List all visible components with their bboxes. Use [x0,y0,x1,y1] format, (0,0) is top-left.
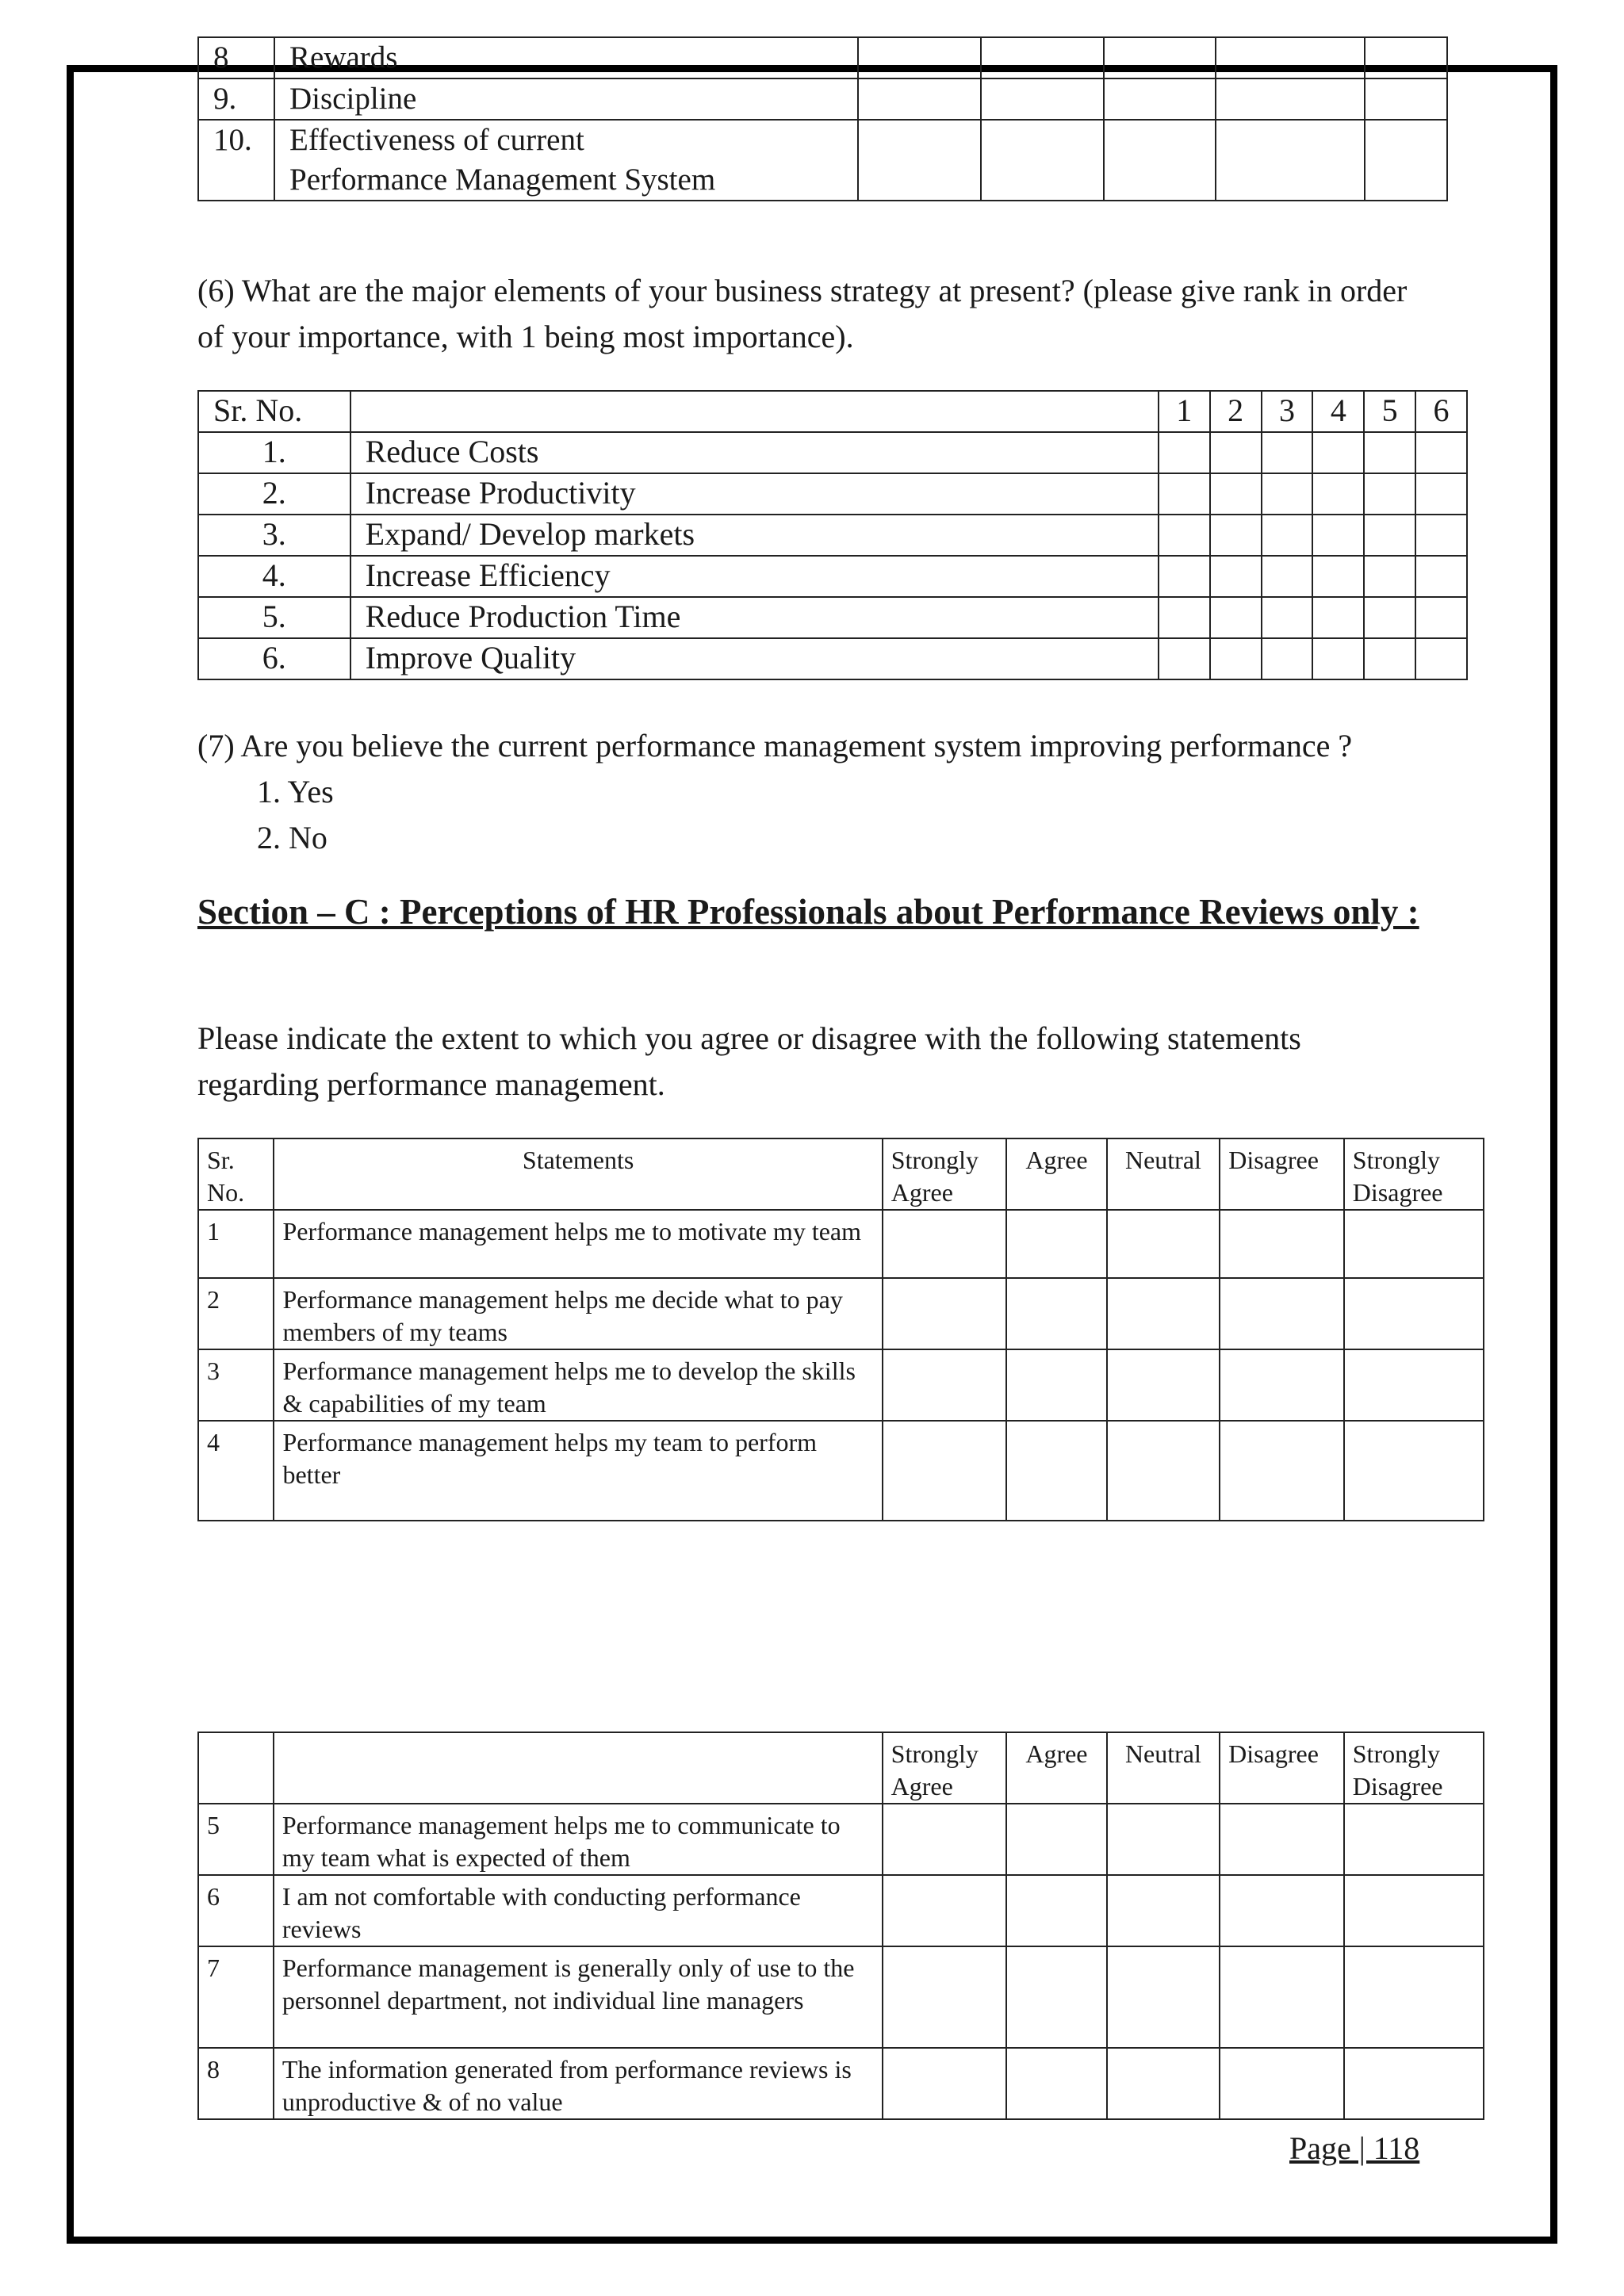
rank-cell[interactable] [1262,473,1313,515]
rank-cell[interactable] [1364,638,1415,679]
response-cell[interactable] [1006,1210,1106,1278]
option-no[interactable]: 2. No [257,820,327,855]
item-number: 1. [198,432,350,473]
row-label: Rewards [274,37,858,78]
response-cell[interactable] [883,2048,1007,2119]
item-name: Reduce Production Time [350,597,1159,638]
statement-number: 3 [198,1349,274,1421]
rank-cell[interactable] [1364,597,1415,638]
table-row [198,515,1467,556]
table-header-row [198,1138,1484,1210]
header-sr-no: Sr. No. [198,391,350,432]
rank-cell[interactable] [1262,432,1313,473]
statement-number: 6 [198,1875,274,1946]
rank-cell[interactable] [1312,432,1364,473]
table-row [198,1804,1484,1875]
response-cell[interactable] [1220,1875,1344,1946]
table-row [198,1210,1484,1278]
rank-cell[interactable] [1210,432,1262,473]
statement-number: 5 [198,1804,274,1875]
response-cell[interactable] [1006,1349,1106,1421]
response-cell[interactable] [1006,1278,1106,1349]
response-cell[interactable] [883,1946,1007,2048]
response-cell[interactable] [883,1278,1007,1349]
rank-cell[interactable] [1312,638,1364,679]
header-blank [198,1732,274,1804]
header-blank [274,1732,883,1804]
rank-cell[interactable] [1210,515,1262,556]
response-cell[interactable] [1220,1804,1344,1875]
table-row [198,1946,1484,2048]
item-name: Expand/ Develop markets [350,515,1159,556]
perception-table-part2 [197,1732,1484,2120]
statement-number: 1 [198,1210,274,1278]
statement-text: Performance management helps me to motivate my team [274,1210,882,1278]
rating-cell[interactable] [1365,78,1447,120]
item-number: 2. [198,473,350,515]
rating-cell[interactable] [1216,120,1365,201]
response-cell[interactable] [1220,1349,1344,1421]
header-rank: 1 [1159,391,1210,432]
response-cell[interactable] [1107,1875,1220,1946]
row-number: 9. [198,78,274,120]
rating-cell[interactable] [1104,37,1216,78]
item-name: Increase Productivity [350,473,1159,515]
table-row [198,120,1447,201]
rank-cell[interactable] [1210,638,1262,679]
header-rank: 3 [1262,391,1313,432]
response-cell[interactable] [883,1210,1007,1278]
rating-cell[interactable] [981,78,1104,120]
response-cell[interactable] [1220,1421,1344,1521]
response-cell[interactable] [1344,1946,1484,2048]
row-number: 8 [198,37,274,78]
item-name: Improve Quality [350,638,1159,679]
rank-cell[interactable] [1312,473,1364,515]
rank-cell[interactable] [1159,556,1210,597]
rank-cell[interactable] [1415,515,1467,556]
header-neutral: Neutral [1107,1138,1220,1210]
rank-cell[interactable] [1312,515,1364,556]
row-label: Discipline [274,78,858,120]
response-cell[interactable] [1006,1804,1106,1875]
header-strongly-disagree: Strongly Disagree [1344,1138,1484,1210]
rank-cell[interactable] [1312,556,1364,597]
rating-cell[interactable] [1216,78,1365,120]
header-rank: 6 [1415,391,1467,432]
response-cell[interactable] [1006,1946,1106,2048]
statement-text: Performance management helps my team to perform better [274,1421,882,1521]
row-label-line2: Performance Management System [289,163,716,197]
rank-cell[interactable] [1210,597,1262,638]
rank-cell[interactable] [1415,473,1467,515]
table-row [198,597,1467,638]
statement-text: Performance management helps me to develop the skills & capabilities of my team [274,1349,882,1421]
response-cell[interactable] [1220,2048,1344,2119]
option-yes[interactable]: 1. Yes [257,774,334,809]
response-cell[interactable] [1220,1946,1344,2048]
rating-cell[interactable] [1365,37,1447,78]
response-cell[interactable] [883,1875,1007,1946]
rank-cell[interactable] [1364,432,1415,473]
rating-cell[interactable] [1104,78,1216,120]
rank-cell[interactable] [1312,597,1364,638]
question-7-text: (7) Are you believe the current performance management system improving performance ? [197,728,1353,763]
table-row [198,1421,1484,1521]
header-neutral: Neutral [1107,1732,1220,1804]
item-number: 6. [198,638,350,679]
row-number: 10. [198,120,274,201]
rating-cell[interactable] [981,37,1104,78]
rank-cell[interactable] [1262,556,1313,597]
response-cell[interactable] [1344,1804,1484,1875]
strategy-rank-table [197,390,1468,680]
statement-number: 4 [198,1421,274,1521]
response-cell[interactable] [883,1349,1007,1421]
response-cell[interactable] [1006,1875,1106,1946]
rating-cell[interactable] [1216,37,1365,78]
table-row [198,432,1467,473]
row-label [274,120,858,201]
rank-cell[interactable] [1262,638,1313,679]
response-cell[interactable] [1107,1946,1220,2048]
header-disagree: Disagree [1220,1732,1344,1804]
table-row [198,1349,1484,1421]
table-row [198,638,1467,679]
rating-cell[interactable] [858,120,981,201]
rank-cell[interactable] [1415,432,1467,473]
response-cell[interactable] [1107,1210,1220,1278]
rank-cell[interactable] [1159,515,1210,556]
response-cell[interactable] [1006,1421,1106,1521]
statement-text: I am not comfortable with conducting performance reviews [274,1875,883,1946]
rank-cell[interactable] [1364,515,1415,556]
response-cell[interactable] [1107,1349,1220,1421]
header-strongly-agree: Strongly Agree [883,1732,1007,1804]
statement-text: The information generated from performance reviews is unproductive & of no value [274,2048,883,2119]
header-strongly-disagree: Strongly Disagree [1344,1732,1484,1804]
response-cell[interactable] [883,1421,1007,1521]
rank-cell[interactable] [1159,432,1210,473]
table-row [198,78,1447,120]
header-sr-no: Sr. No. [198,1138,274,1210]
header-blank [350,391,1159,432]
statement-text: Performance management is generally only of use to the personnel department, not individual line managers [274,1946,883,2048]
table-row [198,1875,1484,1946]
response-cell[interactable] [1344,1875,1484,1946]
header-rank: 5 [1364,391,1415,432]
row-label-line1: Effectiveness of current [289,123,584,157]
statement-text: Performance management helps me to communicate to my team what is expected of them [274,1804,883,1875]
statement-number: 8 [198,2048,274,2119]
response-cell[interactable] [1107,1421,1220,1521]
item-number: 5. [198,597,350,638]
rank-cell[interactable] [1210,556,1262,597]
rank-cell[interactable] [1364,556,1415,597]
rating-cell[interactable] [858,78,981,120]
item-name: Increase Efficiency [350,556,1159,597]
table-header-row [198,391,1467,432]
response-cell[interactable] [1344,1278,1484,1349]
table-row [198,37,1447,78]
rank-cell[interactable] [1210,473,1262,515]
response-cell[interactable] [1220,1210,1344,1278]
table-header-row [198,1732,1484,1804]
rank-cell[interactable] [1159,638,1210,679]
rating-cell[interactable] [981,120,1104,201]
item-number: 3. [198,515,350,556]
header-agree: Agree [1006,1138,1106,1210]
table-row [198,1278,1484,1349]
response-cell[interactable] [883,1804,1007,1875]
ratings-table-continued [197,36,1448,201]
response-cell[interactable] [1344,1421,1484,1521]
table-row [198,473,1467,515]
header-disagree: Disagree [1220,1138,1344,1210]
rank-cell[interactable] [1262,515,1313,556]
rank-cell[interactable] [1159,597,1210,638]
question-6-text: (6) What are the major elements of your business strategy at present? (please give rank in order of your importance, with 1 being most importance). [197,273,1408,354]
question-7 [197,723,1466,861]
header-strongly-agree: Strongly Agree [883,1138,1007,1210]
response-cell[interactable] [1107,1804,1220,1875]
table-row [198,2048,1484,2119]
rank-cell[interactable] [1415,638,1467,679]
response-cell[interactable] [1107,1278,1220,1349]
header-rank: 4 [1312,391,1364,432]
item-name: Reduce Costs [350,432,1159,473]
response-cell[interactable] [1220,1278,1344,1349]
page-number: Page | 118 [1289,2130,1420,2166]
statement-text: Performance management helps me decide what to pay members of my teams [274,1278,882,1349]
rank-cell[interactable] [1159,473,1210,515]
response-cell[interactable] [1344,1349,1484,1421]
item-number: 4. [198,556,350,597]
header-statements: Statements [274,1138,882,1210]
response-cell[interactable] [1107,2048,1220,2119]
rating-cell[interactable] [1104,120,1216,201]
response-cell[interactable] [1006,2048,1106,2119]
statement-number: 2 [198,1278,274,1349]
rating-cell[interactable] [858,37,981,78]
response-cell[interactable] [1344,1210,1484,1278]
section-c-instruction: Please indicate the extent to which you agree or disagree with the following statements regarding performance management. [197,1020,1301,1102]
section-c-heading: Section – C : Perceptions of HR Professionals about Performance Reviews only : [197,892,1419,932]
header-rank: 2 [1210,391,1262,432]
perception-table-part1 [197,1138,1484,1521]
header-agree: Agree [1006,1732,1106,1804]
rating-cell[interactable] [1365,120,1447,201]
table-row [198,556,1467,597]
rank-cell[interactable] [1364,473,1415,515]
rank-cell[interactable] [1415,556,1467,597]
rank-cell[interactable] [1262,597,1313,638]
rank-cell[interactable] [1415,597,1467,638]
response-cell[interactable] [1344,2048,1484,2119]
statement-number: 7 [198,1946,274,2048]
